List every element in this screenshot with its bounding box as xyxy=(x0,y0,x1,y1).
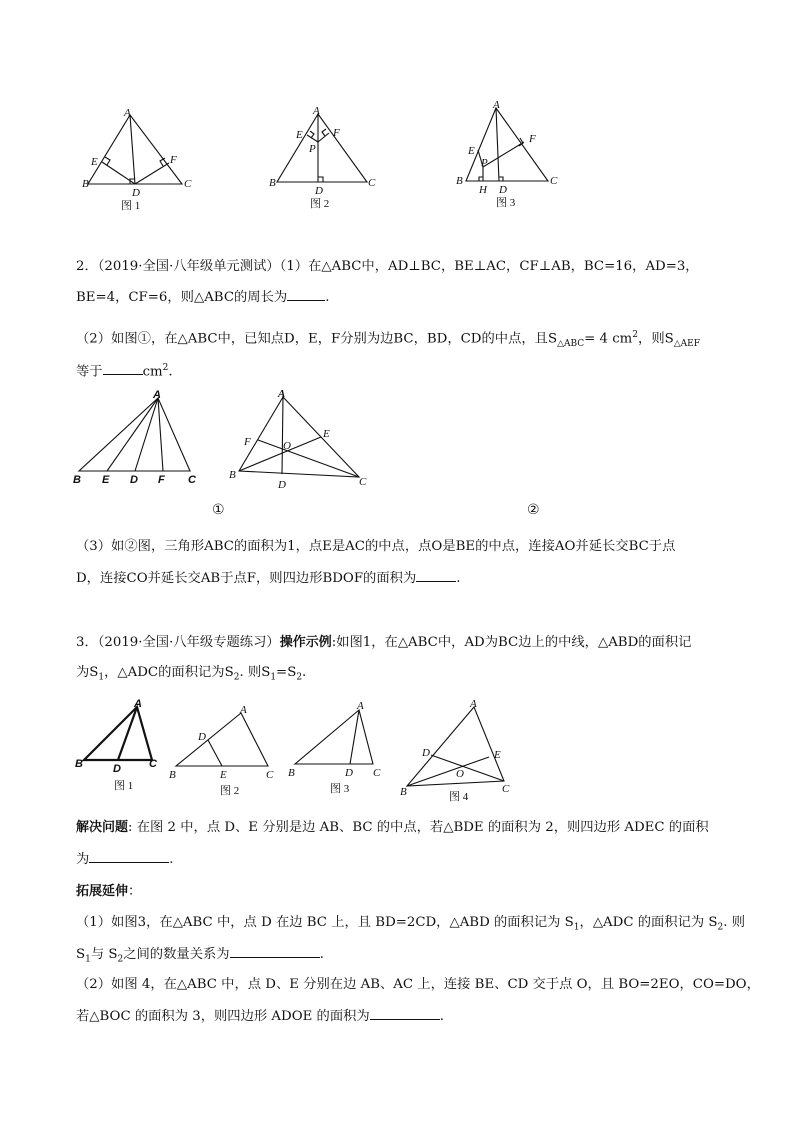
extend-2-line-1 xyxy=(76,975,760,995)
label-b: B xyxy=(456,175,463,187)
problem-3-figure-3 xyxy=(285,697,395,802)
figure-caption: 图 2 xyxy=(310,198,330,210)
extend-1-line-2 xyxy=(76,943,726,970)
label-a: A xyxy=(124,107,131,119)
label-a: A xyxy=(470,698,477,710)
label-p: P xyxy=(309,143,316,155)
sub: 1 xyxy=(85,954,91,965)
label-c: C xyxy=(184,178,192,190)
top-figure-2 xyxy=(265,100,385,215)
sub: 2 xyxy=(117,954,124,965)
punct: . xyxy=(169,852,174,867)
label-p: P xyxy=(481,157,488,169)
problem-2-line-2 xyxy=(76,286,726,308)
text: 与 S xyxy=(90,947,118,962)
punct: . xyxy=(302,665,307,680)
sub: 1 xyxy=(98,672,105,683)
heading-solve: 解决问题 xyxy=(76,820,129,835)
figure-caption: 图 3 xyxy=(496,197,516,209)
label-b: B xyxy=(229,469,236,481)
extend-1-line-1 xyxy=(76,913,746,938)
label-b: B xyxy=(82,178,89,190)
part-2-equals: 等于 xyxy=(76,364,103,380)
problem-2-line-1 xyxy=(76,257,726,277)
label-c: C xyxy=(373,767,381,779)
problem-3-line-1 xyxy=(76,633,726,653)
text: ，△ADC 的面积记为 S xyxy=(579,915,718,930)
text: . 则S xyxy=(239,665,271,680)
solve-text: : 在图 2 中，点 D、E 分别是边 AB、BC 的中点，若△BDE 的面积为 2，则四边形 ADEC 的面积 xyxy=(128,820,709,835)
label-d: D xyxy=(113,763,121,775)
label-a: A xyxy=(153,389,161,401)
label-b: B xyxy=(400,786,407,798)
label-e: E xyxy=(494,749,501,761)
sub: 2 xyxy=(233,672,240,683)
label-f: F xyxy=(333,127,340,139)
label-f: F xyxy=(158,474,165,486)
label-h: H xyxy=(479,184,487,196)
label-e: E xyxy=(220,769,227,781)
problem-2-part-2-line-2 xyxy=(76,358,726,382)
label-d: D xyxy=(198,731,206,743)
problem-number: 2． xyxy=(76,259,98,274)
text: 若△BOC 的面积为 3，则四边形 ADOE 的面积为 xyxy=(76,1009,370,1024)
heading-extend: 拓展延伸 xyxy=(76,884,129,899)
label-d: D xyxy=(315,185,323,197)
text: 为 xyxy=(76,852,90,867)
problem-3-figure-2 xyxy=(168,703,283,803)
answer-blank[interactable] xyxy=(103,360,143,375)
text: =S xyxy=(276,665,297,680)
part-1-text-cont: BE=4，CF=6，则△ABC的周长为 xyxy=(76,290,288,305)
label-a: A xyxy=(134,698,142,710)
label-c: C xyxy=(550,175,558,187)
punct: . xyxy=(319,947,324,962)
sub: 2 xyxy=(717,922,724,933)
top-figure-3 xyxy=(450,98,575,216)
text: 为S xyxy=(76,665,99,680)
problem-source: （2019·全国·八年级专题练习） xyxy=(97,635,280,650)
punct: . xyxy=(325,290,330,305)
unit: cm xyxy=(142,364,163,380)
label-d: D xyxy=(278,479,286,491)
part-1-text: （1）在△ABC中，AD⊥BC，BE⊥AC，CF⊥AB，BC=16，AD=3， xyxy=(279,259,699,274)
solve-line-1 xyxy=(76,818,726,838)
sub: 1 xyxy=(573,922,580,933)
label-b: B xyxy=(75,758,83,770)
label-d: D xyxy=(132,187,140,199)
label-e: E xyxy=(91,156,98,168)
label-c: C xyxy=(188,474,196,486)
problem-2-figure-1 xyxy=(70,388,210,488)
label-b: B xyxy=(169,769,176,781)
text: S xyxy=(76,947,86,962)
label-c: C xyxy=(359,476,367,488)
label-a: A xyxy=(240,704,247,716)
label-c: C xyxy=(266,769,274,781)
solve-line-2 xyxy=(76,848,726,870)
label-e: E xyxy=(323,428,330,440)
label-b: B xyxy=(269,177,276,189)
text: ： xyxy=(128,884,142,899)
problem-3-figure-1 xyxy=(72,697,167,797)
part-3-text: （3）如②图，三角形ABC的面积为1，点E是AC的中点，点O是BE的中点，连接AO并延长交BC于点 xyxy=(76,539,676,554)
problem-3-line-2 xyxy=(76,663,726,688)
punct: . xyxy=(439,1009,444,1024)
label-d: D xyxy=(499,184,507,196)
label-a: A xyxy=(278,388,286,400)
sub-abc: △ABC xyxy=(557,339,585,350)
answer-blank[interactable] xyxy=(89,848,169,863)
label-e: E xyxy=(468,145,475,157)
figure-caption: 图 1 xyxy=(121,200,141,212)
label-o: O xyxy=(283,440,291,452)
label-c: C xyxy=(149,758,157,770)
problem-source: （2019·全国·八年级单元测试） xyxy=(97,259,280,274)
top-figure-1 xyxy=(80,105,200,215)
problem-2-part-3-line-2 xyxy=(76,567,726,589)
text: （2）如图 4，在△ABC 中，点 D、E 分别在边 AB、AC 上，连接 BE、CD 交于点 O，且 BO=2EO，CO=DO， xyxy=(76,977,760,992)
label-b: B xyxy=(288,767,295,779)
answer-blank[interactable] xyxy=(230,943,320,958)
problem-2-part-3-line-1 xyxy=(76,537,726,557)
punct: . xyxy=(456,571,461,586)
label-a: A xyxy=(493,99,500,111)
label-f: F xyxy=(170,154,177,166)
part-3-text-cont: D，连接CO并延长交AB于点F，则四边形BDOF的面积为 xyxy=(76,571,417,586)
punct: . xyxy=(168,364,173,380)
text: 之间的数量关系为 xyxy=(123,947,230,962)
figure-caption: 图 2 xyxy=(220,785,240,797)
extend-2-line-2 xyxy=(76,1005,726,1027)
label-a: A xyxy=(357,700,364,712)
extend-heading-line xyxy=(76,882,726,902)
figure-marker-1: ① xyxy=(212,502,225,518)
label-f: F xyxy=(529,133,536,145)
part-2-area: = 4 cm xyxy=(584,331,633,347)
label-e: E xyxy=(296,129,303,141)
sub: 2 xyxy=(296,672,303,683)
part-2-text: （2）如图①，在△ABC中，已知点D，E，F分别为边BC，BD，CD的中点，且S xyxy=(76,331,558,347)
part-2-then: ，则S xyxy=(638,331,674,347)
label-d: D xyxy=(345,767,353,779)
problem-3-figure-4 xyxy=(397,697,527,807)
figure-caption: 图 3 xyxy=(330,783,350,795)
sub: 1 xyxy=(270,672,277,683)
answer-blank[interactable] xyxy=(416,567,456,582)
label-d: D xyxy=(130,474,138,486)
label-o: O xyxy=(456,768,464,780)
text: （1）如图3，在△ABC 中，点 D 在边 BC 上，且 BD=2CD，△ABD 的面积记为 S xyxy=(76,915,574,930)
text: ，△ADC的面积记为S xyxy=(104,665,234,680)
answer-blank[interactable] xyxy=(370,1005,440,1020)
problem-2-figure-2 xyxy=(225,385,375,495)
problem-number: 3． xyxy=(76,635,98,650)
sub-aef: △AEF xyxy=(673,339,700,350)
text: . 则 xyxy=(723,915,746,930)
answer-blank[interactable] xyxy=(287,286,325,301)
figure-caption: 图 4 xyxy=(449,791,469,803)
example-text: :如图1，在△ABC中，AD为BC边上的中线，△ABD的面积记 xyxy=(331,635,692,650)
label-b: B xyxy=(73,474,81,486)
label-a: A xyxy=(313,105,320,117)
figure-caption: 图 1 xyxy=(114,780,134,792)
problem-2-part-2-line-1 xyxy=(76,325,726,354)
label-c: C xyxy=(368,177,376,189)
label-f: F xyxy=(244,436,251,448)
label-d: D xyxy=(422,747,430,759)
sup: 2 xyxy=(162,363,169,373)
label-e: E xyxy=(102,474,110,486)
label-c: C xyxy=(502,783,510,795)
sup: 2 xyxy=(632,330,639,340)
heading-example: 操作示例 xyxy=(279,635,332,650)
figure-marker-2: ② xyxy=(527,502,540,518)
